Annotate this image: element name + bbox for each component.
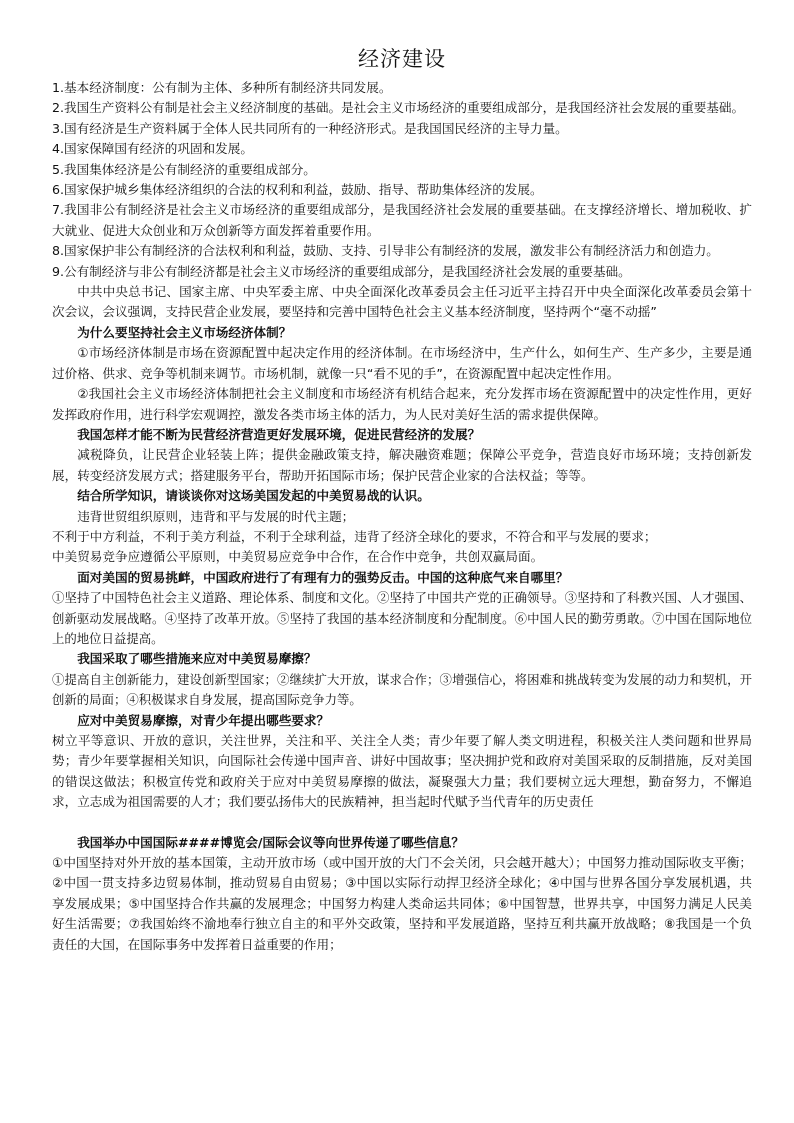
answer-paragraph: 树立平等意识、开放的意识，关注世界，关注和平、关注全人类；青少年要了解人类文明进程，积极关注人类问题和世界局势；青少年要掌握相关知识，向国际社会传递中国声音、讲好中国故事；坚决拥护党和政府对美国采取的反制措施，反对美国的错误这做法；积极宣传党和政府关于应对中美贸易摩擦的做法，凝聚强大力量；我们要树立远大理想，勤奋努力，不懈追求，立志成为祖国需要的人才；我们要弘扬伟大的民族精神，担当起时代赋予当代青年的历史责任 [52, 733, 752, 810]
basic-point-4: 4.国家保障国有经济的巩固和发展。 [52, 141, 253, 157]
answer-paragraph: 违背世贸组织原则，违背和平与发展的时代主题； [77, 508, 355, 524]
news-paragraph: 中共中央总书记、国家主席、中央军委主席、中央全面深化改革委员会主任习近平主持召开中央全面深化改革委员会第十次会议，会议强调，支持民营企业发展，要坚持和完善中国特色社会主义基本经济制度，坚持两个“毫不动摇” [52, 284, 752, 320]
question-heading: 我国举办中国国际####博览会/国际会议等向世界传递了哪些信息？ [77, 834, 465, 850]
basic-point-8: 8.国家保护非公有制经济的合法权利和利益，鼓励、支持、引导非公有制经济的发展，激发非公有制经济活力和创造力。 [52, 243, 719, 259]
basic-point-5: 5.我国集体经济是公有制经济的重要组成部分。 [52, 161, 316, 177]
answer-paragraph: ①中国坚持对外开放的基本国策，主动开放市场（或中国开放的大门不会关闭，只会越开越大）；中国努力推动国际收支平衡；②中国一贯支持多边贸易体制，推动贸易自由贸易；③中国以实际行动捍卫经济全球化；④中国与世界各国分享发展机遇，共享发展成果；⑤中国坚持合作共赢的发展理念；中国努力构建人类命运共同体；⑥中国智慧，世界共享，中国努力满足人民美好生活需要；⑦我国始终不渝地奉行独立自主的和平外交政策，坚持和平发展道路，坚持互利共赢开放战略；⑧我国是一个负责任的大国，在国际事务中发挥着日益重要的作用； [52, 855, 752, 952]
question-heading: 面对美国的贸易挑衅，中国政府进行了有理有力的强势反击。中国的这种底气来自哪里？ [77, 569, 569, 585]
basic-point-1: 1.基本经济制度：公有制为主体、多种所有制经济共同发展。 [52, 80, 392, 95]
question-heading: 结合所学知识，请谈谈你对这场美国发起的中美贸易战的认识。 [77, 488, 430, 504]
basic-point-2: 2.我国生产资料公有制是社会主义经济制度的基础。是社会主义市场经济的重要组成部分，是我国经济社会发展的重要基础。 [52, 100, 745, 116]
basic-point-6: 6.国家保护城乡集体经济组织的合法的权利和利益，鼓励、指导、帮助集体经济的发展。 [52, 182, 543, 198]
answer-paragraph: ②我国社会主义市场经济体制把社会主义制度和市场经济有机结合起来，充分发挥市场在资源配置中的决定性作用，更好发挥政府作用，进行科学宏观调控，激发各类市场主体的活力，为人民对美好生活的需求提供保障。 [52, 386, 752, 422]
answer-paragraph: 减税降负，让民营企业轻装上阵；提供金融政策支持，解决融资难题；保障公平竞争，营造良好市场环境；支持创新发展，转变经济发展方式；搭建服务平台，帮助开拓国际市场；保护民营企业家的合法权益；等等。 [52, 447, 752, 483]
basic-point-9: 9.公有制经济与非公有制经济都是社会主义市场经济的重要组成部分，是我国经济社会发展的重要基础。 [52, 263, 631, 279]
answer-paragraph: 中美贸易竞争应遵循公平原则，中美贸易应竞争中合作，在合作中竞争，共创双赢局面。 [52, 549, 544, 565]
question-heading: 为什么要坚持社会主义市场经济体制？ [77, 324, 292, 340]
page-title: 经济建设 [358, 47, 446, 71]
basic-point-7: 7.我国非公有制经济是社会主义市场经济的重要组成部分，是我国经济社会发展的重要基础。在支撑经济增长、增加税收、扩大就业、促进大众创业和万众创新等方面发挥着重要作用。 [52, 202, 752, 238]
question-heading: 我国采取了哪些措施来应对中美贸易摩擦？ [77, 651, 317, 667]
answer-paragraph: ①市场经济体制是市场在资源配置中起决定作用的经济体制。在市场经济中，生产什么，如何生产、生产多少，主要是通过价格、供求、竞争等机制来调节。市场机制，就像一只“看不见的手”，在资源配置中起决定性作用。 [52, 345, 752, 381]
section-gap [52, 813, 752, 833]
document-page [52, 44, 752, 955]
basic-point-3: 3.国有经济是生产资料属于全体人民共同所有的一种经济形式。是我国国民经济的主导力量。 [52, 120, 568, 136]
question-heading: 应对中美贸易摩擦，对青少年提出哪些要求？ [77, 712, 330, 728]
question-heading: 我国怎样才能不断为民营经济营造更好发展环境，促进民营经济的发展？ [77, 426, 481, 442]
answer-paragraph: ①提高自主创新能力，建设创新型国家；②继续扩大开放，谋求合作；③增强信心，将困难和挑战转变为发展的动力和契机，开创新的局面；④积极谋求自身发展，提高国际竞争力等。 [52, 671, 752, 708]
answer-paragraph: ①坚持了中国特色社会主义道路、理论体系、制度和文化。②坚持了中国共产党的正确领导。③坚持和了科教兴国、人才强国、创新驱动发展战略。④坚持了改革开放。⑤坚持了我国的基本经济制度和分配制度。⑥中国人民的勤劳勇敢。⑦中国在国际地位上的地位日益提高。 [52, 590, 752, 646]
answer-paragraph: 不利于中方利益，不利于美方利益，不利于全球利益，违背了经济全球化的要求，不符合和平与发展的要求； [52, 528, 657, 544]
